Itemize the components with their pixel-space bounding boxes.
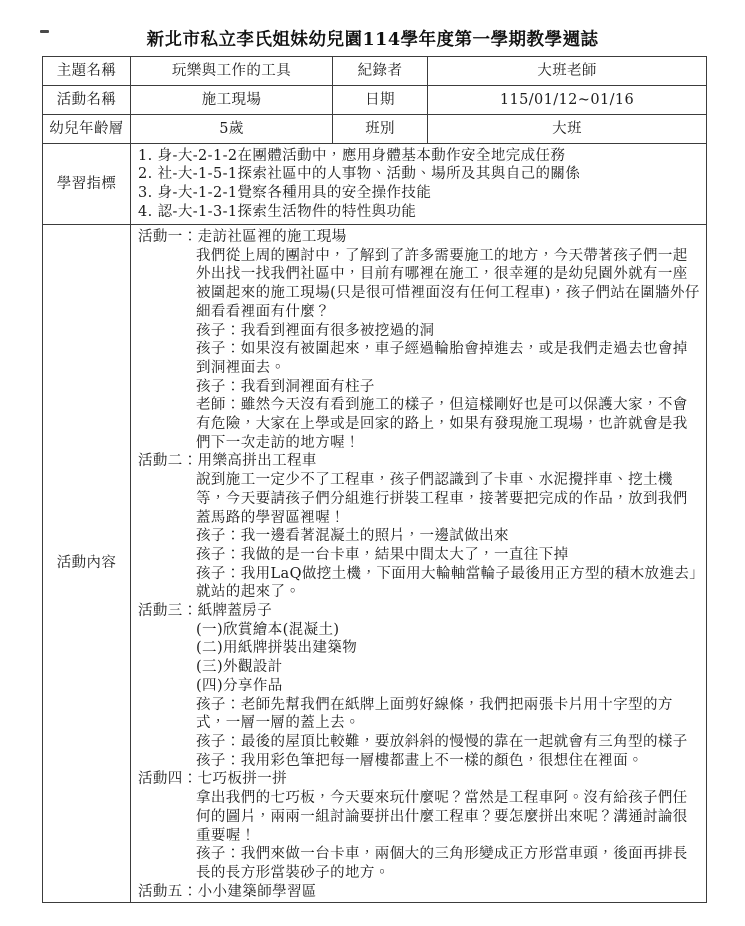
indicator-item: 4. 認-大-1-3-1探索生活物件的特性與功能 (138, 203, 417, 220)
recorder-label: 紀錄者 (333, 57, 428, 86)
activity-text-line: 孩子：老師先幫我們在紙牌上面剪好線條，我們把兩張卡片用十字型的方式，一層一層的蓋上去。 (196, 696, 673, 732)
class-value: 大班 (428, 115, 707, 144)
theme-label: 主題名稱 (43, 57, 131, 86)
activity-text-line: 孩子：我用彩色筆把每一層樓都畫上不一樣的顏色，很想住在裡面。 (196, 752, 643, 769)
activity-label: 活動五： (138, 883, 198, 900)
activity-text-line: 孩子：我做的是一台卡車，結果中間太大了，一直往下掉 (196, 546, 569, 563)
activity-text-line: (二)用紙牌拼裝出建築物 (196, 640, 358, 657)
activity-title-line: 活動二：用樂高拼出工程車 (138, 453, 317, 470)
activity-text-line: 說到施工一定少不了工程車，孩子們認識到了卡車、水泥攪拌車、挖土機等，今天要請孩子們分組進行拼裝工程車，接著要把完成的作品，放到我們蓋馬路的學習區裡喔！ (196, 472, 688, 526)
activity-text-line: 孩子：如果沒有被圍起來，車子經過輪胎會掉進去，或是我們走過去也會掉到洞裡面去。 (196, 341, 688, 376)
age-label: 幼兒年齡層 (43, 115, 131, 144)
table-row (43, 115, 707, 144)
indicator-item: 2. 社-大-1-5-1探索社區中的人事物、活動、場所及其與自己的關係 (138, 166, 581, 183)
activity-name-value: 施工現場 (131, 86, 333, 115)
weekly-journal-table (42, 56, 707, 903)
activity-label: 活動一： (138, 229, 198, 245)
activity-name-label: 活動名稱 (43, 86, 131, 115)
class-label: 班別 (333, 115, 428, 144)
activity-title-line: 活動一：走訪社區裡的施工現場 (138, 229, 347, 245)
recorder-value: 大班老師 (428, 57, 707, 86)
activity-label: 活動四： (138, 771, 198, 788)
indicators-label: 學習指標 (43, 144, 131, 225)
activity-text-line: (三)外觀設計 (196, 659, 283, 676)
activity-text-line: 拿出我們的七巧板，今天要來玩什麼呢？當然是工程車阿。沒有給孩子們任何的圖片，兩兩一組討論要拼出什麼工程車？要怎麼拼出來呢？溝通討論很重要喔！ (196, 790, 688, 844)
activity-text-line: 孩子：我用LaQ做挖土機，下面用大輪軸當輪子最後用正方型的積木放進去」就站的起來了。 (196, 565, 697, 601)
activity-title-line: 活動四：七巧板拼一拼 (138, 771, 288, 788)
age-value: 5歲 (131, 115, 333, 144)
table-row (43, 225, 707, 903)
activity-text-line: (一)欣賞繪本(混凝土) (196, 621, 340, 638)
activity-text-line: 我們從上周的團討中，了解到了許多需要施工的地方，今天帶著孩子們一起外出找一找我們社區中，目前有哪裡在施工，很幸運的是幼兒園外就有一座被圍起來的施工現場(只是很可惜裡面沒有任何工程車)，孩子們站在圍牆外仔細看看裡面有什麼？ (196, 247, 700, 320)
content-cell (131, 225, 707, 903)
activity-text-line: 孩子：最後的屋頂比較難，要放斜斜的慢慢的靠在一起就會有三角型的樣子 (196, 733, 688, 750)
table-row (43, 86, 707, 115)
activity-label: 活動三： (138, 603, 198, 620)
activity-block (138, 602, 702, 770)
activity-block (138, 228, 702, 452)
indicator-item: 3. 身-大-1-2-1覺察各種用具的安全操作技能 (138, 185, 432, 201)
date-label: 日期 (333, 86, 428, 115)
activities (138, 228, 702, 901)
table-row (43, 57, 707, 86)
activity-title-line: 活動五：小小建築師學習區 (138, 883, 317, 900)
activity-text-line: 孩子：我一邊看著混凝土的照片，一邊試做出來 (196, 528, 509, 545)
scan-artifact (40, 30, 49, 33)
theme-value: 玩樂與工作的工具 (131, 57, 333, 86)
activity-block (138, 770, 702, 882)
table-row (43, 144, 707, 225)
activity-block (138, 452, 702, 602)
activity-block (138, 883, 702, 902)
indicator-item: 1. 身-大-2-1-2在團體活動中，應用身體基本動作安全地完成任務 (138, 147, 566, 164)
content-label: 活動內容 (43, 225, 131, 903)
date-value: 115/01/12~01/16 (428, 86, 707, 115)
indicators-cell (131, 144, 707, 225)
activity-text-line: 孩子：我看到洞裡面有柱子 (196, 378, 375, 395)
activity-text-line: 老師：雖然今天沒有看到施工的樣子，但這樣剛好也是可以保護大家，不會有危險，大家在上學或是回家的路上，如果有發現施工現場，也許就會是我們下一次走訪的地方喔！ (196, 397, 688, 451)
activity-title-line: 活動三：紙牌蓋房子 (138, 603, 273, 620)
activity-text-line: (四)分享作品 (196, 677, 283, 694)
document-title: 新北市私立李氏姐妹幼兒園114學年度第一學期教學週誌 (146, 30, 599, 50)
activity-label: 活動二： (138, 453, 198, 470)
activity-text-line: 孩子：我們來做一台卡車，兩個大的三角形變成正方形當車頭，後面再排長長的長方形當裝砂子的地方。 (196, 846, 688, 881)
activity-text-line: 孩子：我看到裡面有很多被挖過的洞 (196, 322, 435, 339)
